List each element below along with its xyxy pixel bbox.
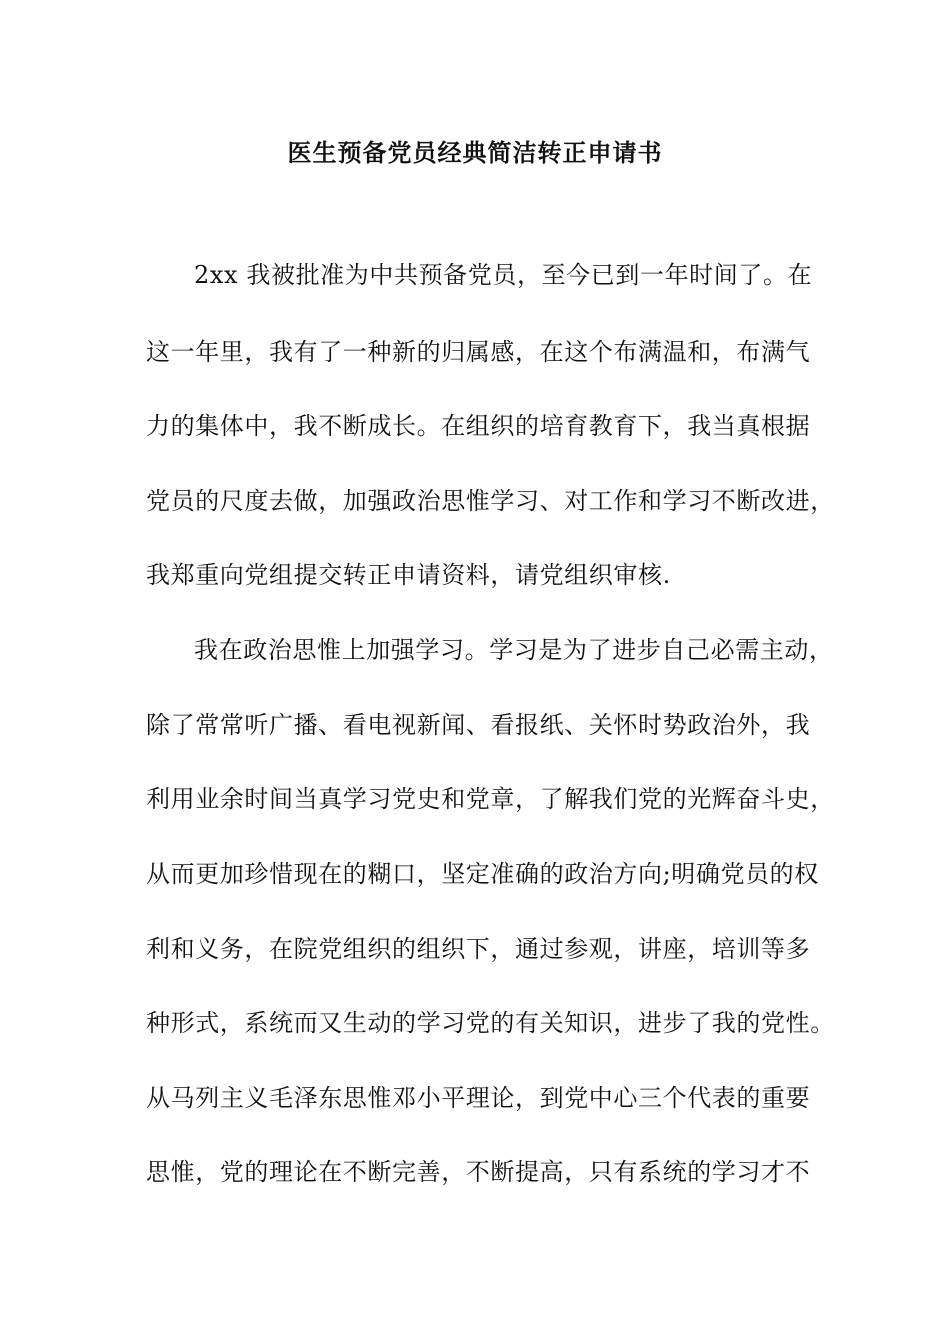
paragraph-line: 这一年里，我有了一种新的归属感，在这个布满温和，布满气 [146, 338, 811, 366]
paragraph-line: 除了常常听广播、看电视新闻、看报纸、关怀时势政治外，我 [146, 711, 811, 739]
paragraph-line: 思惟，党的理论在不断完善，不断提高，只有系统的学习才不 [146, 1158, 811, 1186]
paragraph-line: 从马列主义毛泽东思惟邓小平理论，到党中心三个代表的重要 [146, 1084, 811, 1112]
paragraph-line: 力的集体中，我不断成长。在组织的培育教育下，我当真根据 [146, 412, 811, 440]
paragraph-line: 2xx 我被批准为中共预备党员，至今已到一年时间了。在 [194, 261, 813, 289]
paragraph-line: 种形式，系统而又生动的学习党的有关知识，进步了我的党性。 [146, 1009, 835, 1037]
paragraph-line: 党员的尺度去做，加强政治思惟学习、对工作和学习不断改进， [146, 487, 835, 515]
paragraph-line: 我郑重向党组提交转正申请资料，请党组织审核. [146, 561, 671, 589]
paragraph-line: 利和义务，在院党组织的组织下，通过参观，讲座，培训等多 [146, 935, 811, 963]
paragraph-line: 从而更加珍惜现在的糊口，坚定准确的政治方向;明确党员的权 [146, 860, 819, 888]
document-title: 医生预备党员经典简洁转正申请书 [287, 139, 663, 167]
paragraph-line: 我在政治思惟上加强学习。学习是为了进步自己必需主动， [194, 636, 834, 664]
paragraph-line: 利用业余时间当真学习党史和党章，了解我们党的光辉奋斗史， [146, 785, 835, 813]
